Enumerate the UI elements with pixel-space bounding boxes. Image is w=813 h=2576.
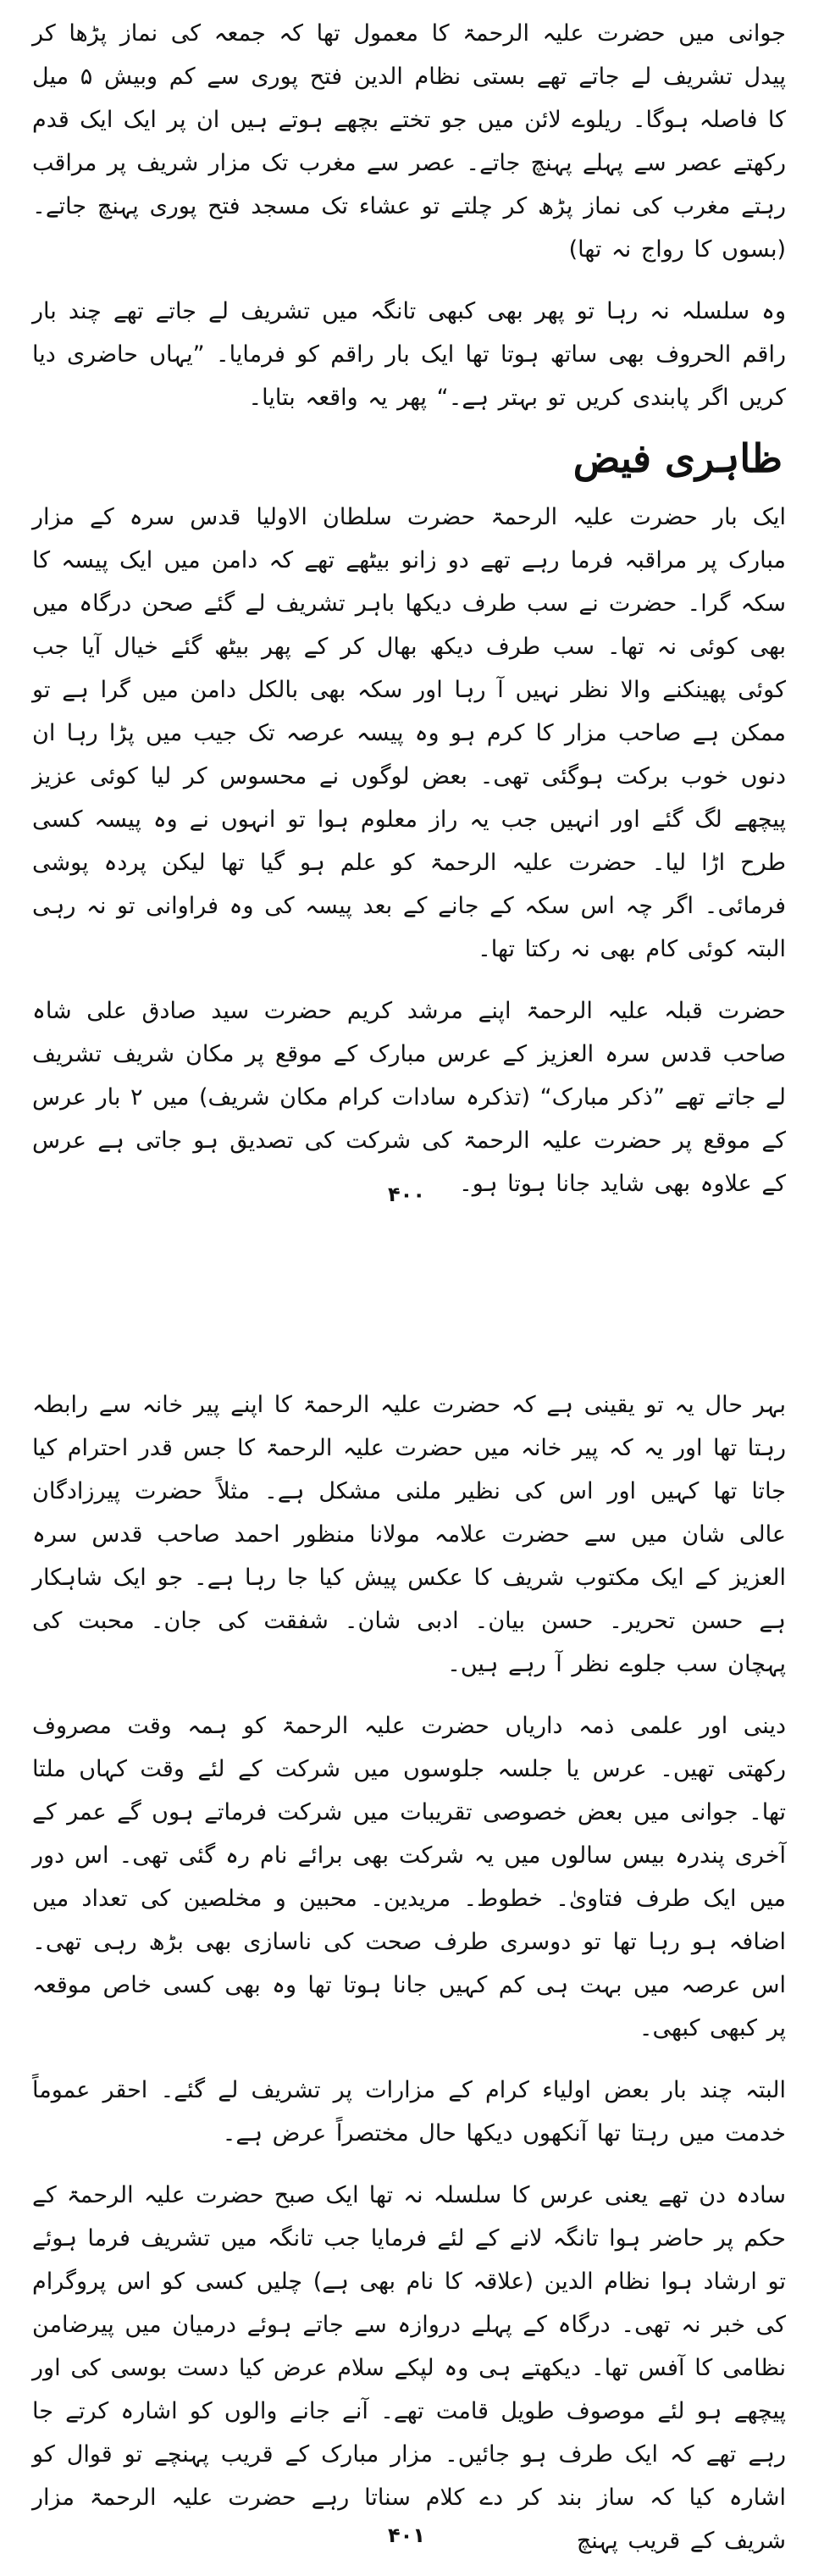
book-page-401 bbox=[0, 1266, 813, 2576]
paragraph-pir-khana: بہر حال یہ تو یقینی ہے کہ حضرت علیہ الرحمۃ کا اپنے پیر خانہ سے رابطہ رہتا تھا اور یہ کہ پیر خانہ میں حضرت علیہ الرحمۃ کا جس قدر احترام کیا جاتا تھا کہیں اور اس کی نظیر ملنی مشکل ہے۔ مثلاً حضرت پیرزادگان عالی شان میں سے حضرت علامہ مولانا منظور احمد صاحب قدس سرہ العزیز کے ایک مکتوب شریف کا عکس پیش کیا جا رہا ہے۔ جو ایک شاہکار ہے حسن تحریر۔ حسن بیان۔ ادبی شان۔ شفقت کی جان۔ محبت کی پہچان سب جلوے نظر آ رہے ہیں۔ bbox=[32, 1392, 786, 1677]
paragraph-shrine-visits: البتہ چند بار بعض اولیاء کرام کے مزارات پر تشریف لے گئے۔ احقر عموماً خدمت میں رہتا تھا آنکھوں دیکھا حال مختصراً عرض ہے۔ bbox=[32, 2077, 786, 2147]
section-heading: ظاہری فیض bbox=[572, 435, 783, 481]
paragraph-nizamuddin-visit: سادہ دن تھے یعنی عرس کا سلسلہ نہ تھا ایک صبح حضرت علیہ الرحمۃ کے حکم پر حاضر ہوا تانگہ لانے کے لئے فرمایا جب تانگہ میں تشریف فرما ہوئے تو ارشاد ہوا نظام الدین (علاقہ کا نام بھی ہے) چلیں کسی کو اس پروگرام کی خبر نہ تھی۔ درگاہ کے پہلے دروازہ سے جاتے ہوئے درمیان میں پیرضامن نظامی کا آفس تھا۔ دیکھتے ہی وہ لپکے سلام عرض کیا دست بوسی کی اور پیچھے ہو لئے موصوف طویل قامت تھے۔ آنے جانے والوں کو اشارہ کرتے جا رہے تھے کہ ایک طرف ہو جائیں۔ مزار مبارک کے قریب پہنچے تو قوال کو اشارہ کیا کہ ساز بند کر دے کلام سناتا رہے حضرت علیہ الرحمۃ مزار شریف کے قریب پہنچ bbox=[32, 2182, 786, 2554]
paragraph-coin-story: ایک بار حضرت علیہ الرحمۃ حضرت سلطان الاولیا قدس سرہ کے مزار مبارک پر مراقبہ فرما رہے تھے دو زانو بیٹھے تھے کہ دامن میں ایک پیسہ کا سکہ گرا۔ حضرت نے سب طرف دیکھا باہر تشریف لے گئے صحن درگاہ میں بھی کوئی نہ تھا۔ سب طرف دیکھ بھال کر کے پھر بیٹھ گئے خیال آیا جب کوئی پھینکنے والا نظر نہیں آ رہا اور سکہ بھی بالکل دامن میں گرا ہے تو ممکن ہے صاحب مزار کا کرم ہو وہ پیسہ عرصہ تک جیب میں پڑا رہا ان دنوں خوب برکت ہوگئی تھی۔ بعض لوگوں نے محسوس کر لیا کوئی عزیز پیچھے لگ گئے اور انہیں جب یہ راز معلوم ہوا تو انہوں نے وہ پیسہ کسی طرح اڑا لیا۔ حضرت علیہ الرحمۃ کو علم ہو گیا تھا لیکن پردہ پوشی فرمائی۔ اگر چہ اس سکہ کے جانے کے بعد پیسہ کی وہ فراوانی تو نہ رہی البتہ کوئی کام بھی نہ رکتا تھا۔ bbox=[32, 504, 786, 962]
page-number: ۴۰۰ bbox=[388, 1183, 425, 1206]
paragraph-murshid-urs: حضرت قبلہ علیہ الرحمۃ اپنے مرشد کریم حضرت سید صادق علی شاہ صاحب قدس سرہ العزیز کے عرس مبارک کے موقع پر مکان شریف تشریف لے جاتے تھے ”ذکر مبارک“ (تذکرہ سادات کرام مکان شریف) میں ۲ بار عرس کے موقع پر حضرت علیہ الرحمۃ کی شرکت کی تصدیق ہو جاتی ہے عرس کے علاوہ بھی شاید جانا ہوتا ہو۔ bbox=[32, 998, 786, 1197]
book-page-400 bbox=[0, 0, 813, 1266]
page-number: ۴۰۱ bbox=[388, 2523, 425, 2547]
paragraph-responsibilities: دینی اور علمی ذمہ داریاں حضرت علیہ الرحمۃ کو ہمہ وقت مصروف رکھتی تھیں۔ عرس یا جلسہ جلوسوں میں شرکت کے لئے وقت کہاں ملتا تھا۔ جوانی میں بعض خصوصی تقریبات میں شرکت فرماتے ہوں گے عمر کے آخری پندرہ بیس سالوں میں یہ شرکت بھی برائے نام رہ گئی تھی۔ اس دور میں ایک طرف فتاویٰ۔ خطوط۔ مریدین۔ محبین و مخلصین کی تعداد میں اضافہ ہو رہا تھا تو دوسری طرف صحت کی ناسازی بھی بڑھ رہی تھی۔ اس عرصہ میں بہت ہی کم کہیں جانا ہوتا تھا وہ بھی کسی خاص موقعہ پر کبھی کبھی۔ bbox=[32, 1713, 786, 2041]
page-content bbox=[0, 1266, 813, 2562]
page-content bbox=[0, 0, 813, 1205]
paragraph-tonga-visits: وہ سلسلہ نہ رہا تو پھر بھی کبھی تانگہ میں تشریف لے جاتے تھے چند بار راقم الحروف بھی ساتھ ہوتا تھا ایک بار راقم کو فرمایا۔ ”یہاں حاضری دیا کریں اگر پابندی کریں تو بہتر ہے۔“ پھر یہ واقعہ بتایا۔ bbox=[32, 298, 786, 411]
paragraph-walk-to-shrine: جوانی میں حضرت علیہ الرحمۃ کا معمول تھا کہ جمعہ کی نماز پڑھا کر پیدل تشریف لے جاتے تھے بستی نظام الدین فتح پوری سے کم وبیش ۵ میل کا فاصلہ ہوگا۔ ریلوے لائن میں جو تختے بچھے ہوتے ہیں ان پر ایک ایک قدم رکھتے عصر سے پہلے پہنچ جاتے۔ عصر سے مغرب تک مزار شریف پر مراقب رہتے مغرب کی نماز پڑھ کر چلتے تو عشاء تک مسجد فتح پوری پہنچ جاتے۔ (بسوں کا رواج نہ تھا) bbox=[32, 20, 787, 263]
